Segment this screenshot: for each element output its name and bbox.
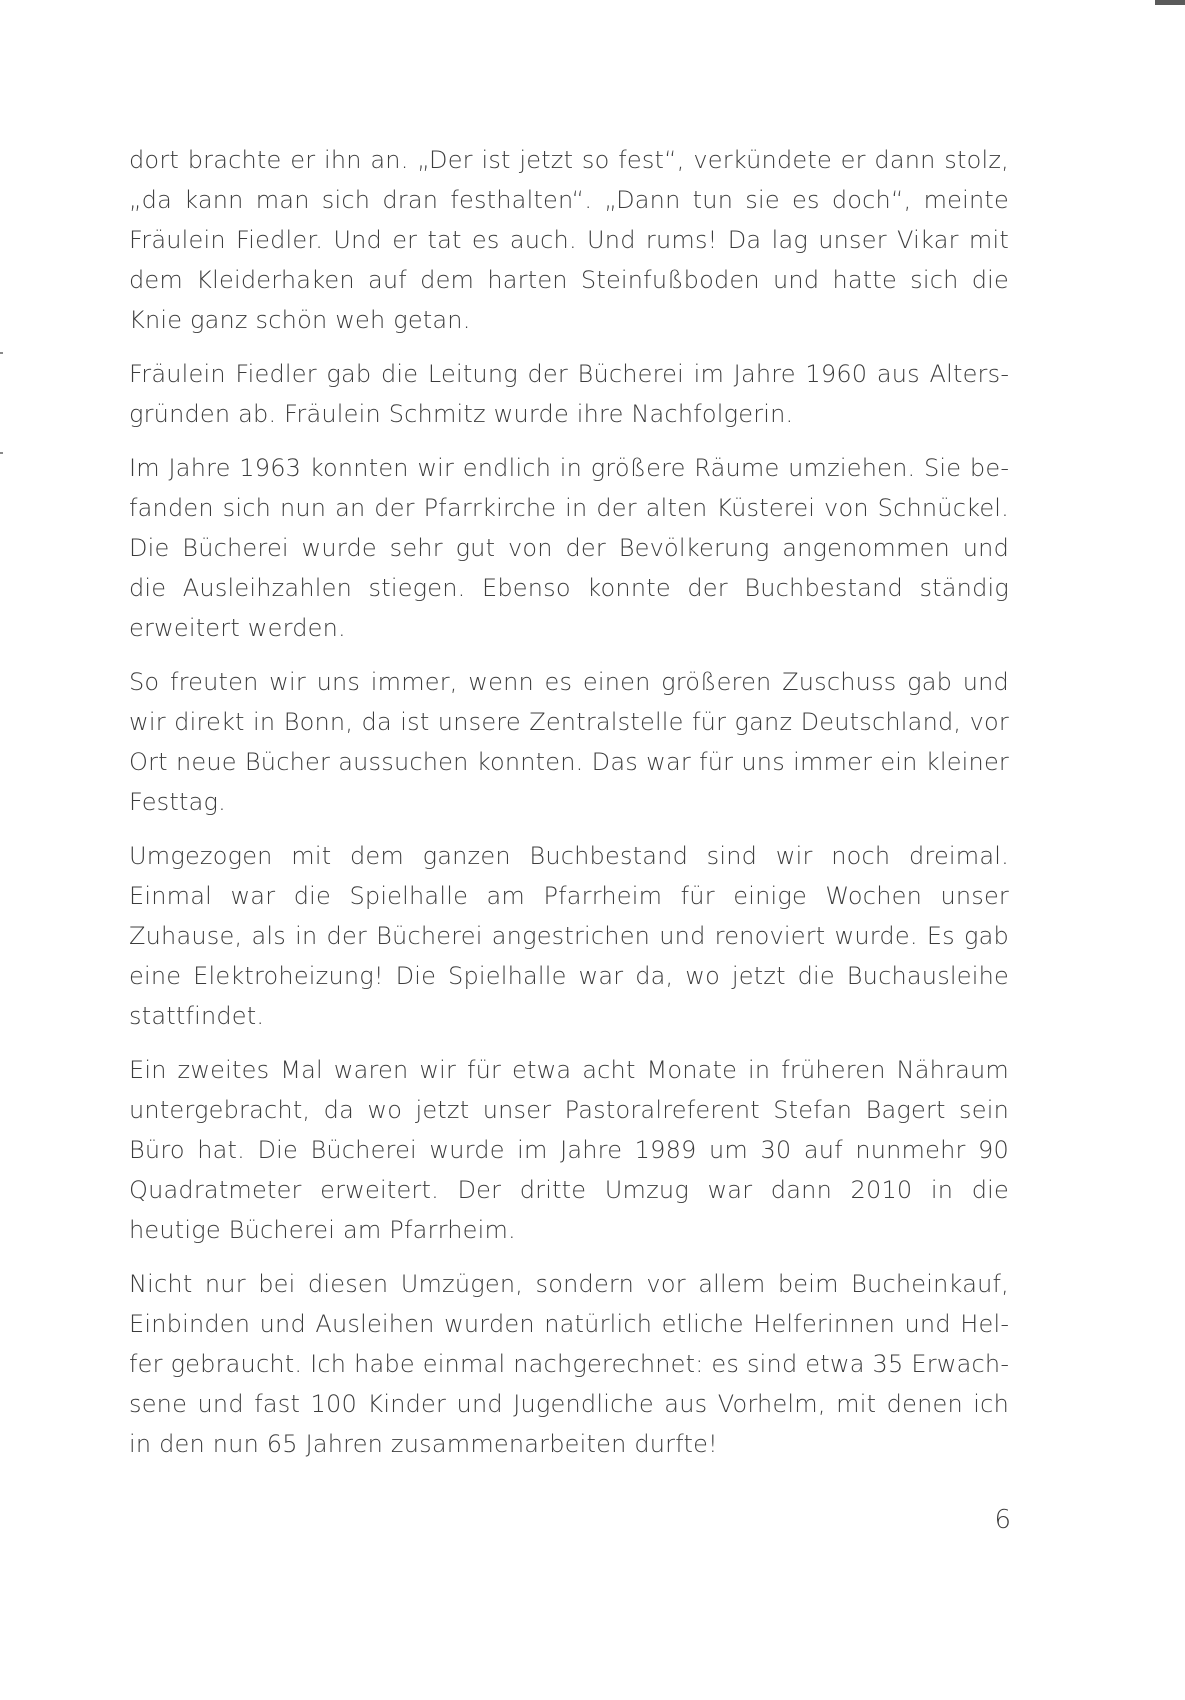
paragraph: So freuten wir uns immer, wenn es einen größeren Zuschuss gab und wir direkt in Bonn, da ist unsere Zentralstelle für ganz Deutschland, vor Ort neue Bücher aussuchen konnten. Das war für uns immer ein kleiner Festtag. [129, 668, 1009, 816]
paragraph: Fräulein Fiedler gab die Leitung der Bücherei im Jahre 1960 aus Altersgründen ab. Fräulein Schmitz wurde ihre Nachfolgerin. [129, 360, 1009, 428]
paragraph: Umgezogen mit dem ganzen Buchbestand sind wir noch dreimal. Einmal war die Spielhalle am Pfarrheim für einige Wochen unser Zuhause, als in der Bücherei angestrichen und renoviert wurde. Es gab eine Elektroheizung! Die Spielhalle war da, wo jetzt die Buchausleihe stattfindet. [129, 842, 1009, 1030]
paragraph: dort brachte er ihn an. „Der ist jetzt so fest“, verkündete er dann stolz, „da kann man sich dran festhalten“. „Dann tun sie es doch“, meinte Fräulein Fiedler. Und er tat es auch. Und rums! Da lag unser Vikar mit dem Kleiderhaken auf dem harten Steinfußboden und hatte sich die Knie ganz schön weh getan. [129, 146, 1009, 334]
paragraph: Im Jahre 1963 konnten wir endlich in größere Räume umziehen. Sie befanden sich nun an der Pfarrkirche in der alten Küsterei von Schnückel. Die Bücherei wurde sehr gut von der Bevölkerung angenommen und die Ausleihzahlen stiegen. Ebenso konnte der Buchbestand ständig erweitert werden. [129, 454, 1009, 642]
scan-edge-tick [0, 352, 3, 354]
body-text [129, 140, 1009, 1478]
scan-edge-tick [0, 452, 3, 454]
scan-corner-mark [1155, 0, 1185, 5]
paragraph: Ein zweites Mal waren wir für etwa acht Monate in früheren Nähraum untergebracht, da wo jetzt unser Pastoralreferent Stefan Bagert sein Büro hat. Die Bücherei wurde im Jahre 1989 um 30 auf nunmehr 90 Quadratmeter erweitert. Der dritte Umzug war dann 2010 in die heutige Bücherei am Pfarrheim. [129, 1056, 1009, 1244]
paragraph: Nicht nur bei diesen Umzügen, sondern vor allem beim Bucheinkauf, Einbinden und Ausleihen wurden natürlich etliche Helferinnen und Helfer gebraucht. Ich habe einmal nachgerechnet: es sind etwa 35 Erwachsene und fast 100 Kinder und Jugendliche aus Vorhelm, mit denen ich in den nun 65 Jahren zusammenarbeiten durfte! [129, 1270, 1009, 1458]
page-number: 6 [994, 1505, 1011, 1535]
